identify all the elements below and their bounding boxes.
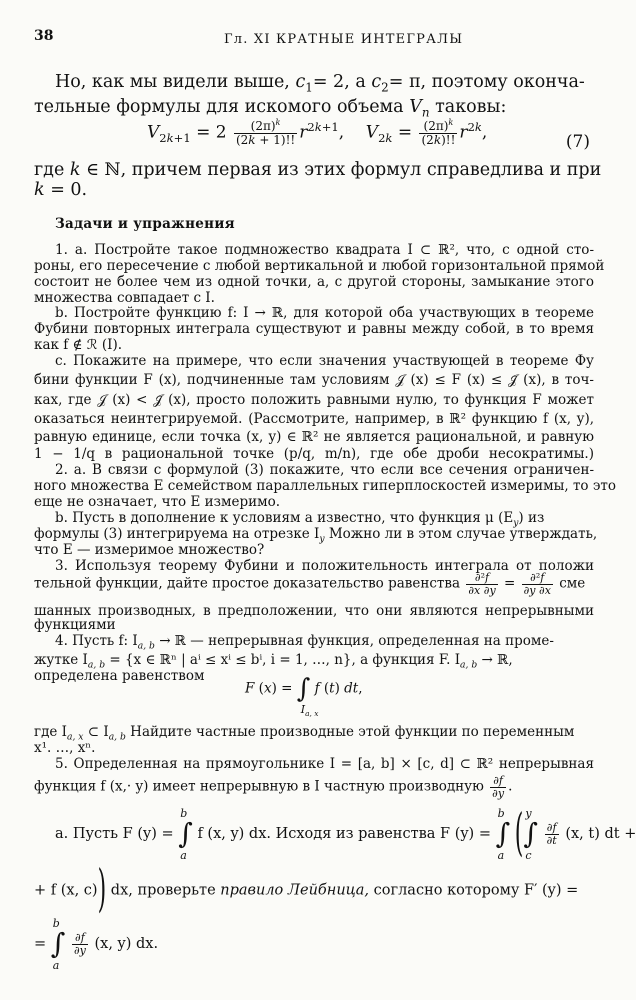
p2b-text-a: b. Пусть в дополнение к условиям а известно, что функция μ (E	[55, 510, 514, 526]
p5-line-1: 5. Определенная на прямоугольнике I = [a, b] × [c, d] ⊂ ℝ² непрерывная	[55, 756, 594, 772]
intro-text-b: тельные формулы для искомого объема	[34, 97, 404, 117]
p1b-line-2: Фубини повторных интеграла существуют и равны между собой, в то время	[34, 321, 594, 337]
p5-line-2: функция f (x,· y) имеет непрерывную в I частную производную $\frac{\partial f}{\partial y}$ .	[34, 774, 513, 800]
p2a-line-2: ного множества E семейством параллельных гиперплоскостей измеримы, то это	[34, 478, 617, 494]
p5-text-a: функция f (x,· y) имеет непрерывную в I частную производную	[34, 778, 484, 795]
after-eq-text-c: = 0.	[50, 180, 88, 200]
p4-line-1: 4. Пусть f: $I_{a, b}$ → ℝ — непрерывная функция, определенная на проме-	[55, 633, 554, 652]
p5-text-d: (x, t) dt +	[565, 826, 636, 842]
c1-value: = 2, а	[312, 72, 366, 92]
p3-line-3: шанных производных, в предположении, что они являются непрерывными	[34, 603, 594, 619]
p4-text-h: Найдите частные производные этой функции по переменным	[125, 724, 575, 740]
p4-text-a: 4. Пусть f: I	[55, 633, 138, 649]
intro-line-1: Но, как мы видели выше, $c_1= 2$, а $c_2= \pi$, поэтому оконча-	[55, 72, 585, 95]
p2a-line-1: 2. а. В связи с формулой (3) покажите, что если все сечения ограничен-	[55, 462, 594, 478]
p4-line-2: жутке $I_{a, b} = \{x$ ∈ ℝⁿ | aⁱ ≤ xⁱ ≤ bⁱ, i = 1, …, n}, а функция F. $I_{a, b}$ → ℝ,	[34, 652, 513, 671]
p3-line-1: 3. Используя теорему Фубини и положительность интеграла от положи	[55, 558, 594, 574]
after-eq-text-a: где	[34, 160, 65, 180]
page-number: 38	[34, 28, 54, 44]
p4-line-3: определена равенством	[34, 668, 205, 684]
after-eq-text-b: ∈ ℕ, причем первая из этих формул справедлива и при	[86, 160, 602, 180]
p5-text-f: dx, проверьте	[110, 882, 216, 899]
section-heading: Задачи и упражнения	[55, 216, 235, 232]
p1a-line-2: роны, его пересечение с любой вертикальной и любой горизонтальной прямой	[34, 258, 605, 274]
intro-line-2: тельные формулы для искомого объема $V_n$ таковы:	[34, 97, 507, 120]
p5-line-4: + f (x, c)) dx, проверьте правило Лейбница, согласно которому F′ (y) =	[34, 861, 579, 920]
intro-text-a: Но, как мы видели выше,	[55, 72, 290, 92]
equation-7-number: (7)	[565, 132, 590, 152]
p5-text-g: согласно которому F′ (y) =	[373, 882, 579, 899]
p1c-line-3: ках, где 𝒥 (x) < 𝒥̄ (x), просто положить равными нулю, то функция F может	[34, 392, 594, 408]
p2b-text-c: формулы (3) интегрируема на отрезке I	[34, 526, 320, 542]
p1c-line-2: бини функции F (x), подчиненные там условиям 𝒥 (x) ≤ F (x) ≤ 𝒥̄ (x), в точ-	[34, 372, 594, 388]
p4-text-c: жутке I	[34, 652, 88, 668]
p1b-line-3: как f ∉ ℛ (I).	[34, 337, 123, 353]
c2-value: = π, поэтому оконча-	[388, 72, 585, 92]
p1a-line-3: состоит не более чем из одной точки, а, с другой стороны, замыкание этого	[34, 274, 594, 290]
p5-text-c: f (x, y) dx. Исходя из равенства F (y) =	[197, 826, 491, 842]
p3-line-2: тельной функции, дайте простое доказательство равенства $\frac{\text{∂²f}}{\partial x \partial y}$ = $\frac{\text{∂²f}}{\partial y \partial x}$ сме	[34, 571, 586, 597]
intro-text-c: таковы:	[435, 97, 507, 117]
p1c-line-5: равную единице, если точка (x, y) ∈ ℝ² не является рациональной, и равную	[34, 429, 594, 445]
p1c-line-6: 1 − 1/q в рациональной точке (p/q, m/n), где обе дроби несократимы.)	[34, 446, 594, 462]
p1c-line-4: оказаться неинтегрируемой. (Рассмотрите, например, в ℝ² функцию f (x, y),	[34, 411, 594, 427]
after-eq-line-2: k = 0.	[34, 180, 88, 200]
p2b-line-3: что E — измеримое множество?	[34, 542, 265, 558]
p5-text-b: а. Пусть F (y) =	[55, 826, 174, 842]
p4-text-b: → ℝ — непрерывная функция, определенная на проме-	[154, 633, 554, 649]
equation-7-body: $V_{2k+1} = 2$ $\frac{(2\pi)^k}{(2k + 1)!!}$ $r^{2k+1}$, $V_{2k}$ = $\frac{(2\pi)^k}{(2k)!!}$ $r^{2k}$,	[147, 117, 488, 147]
p3-text-a: тельной функции, дайте простое доказательство равенства	[34, 575, 461, 592]
p4-text-e: → ℝ,	[477, 652, 513, 668]
p4-line-4: где $I_{a, x}$ ⊂ $I_{a, b}$ Найдите частные производные этой функции по переменным	[34, 724, 575, 743]
p5-text-h: (x, y) dx.	[94, 936, 159, 952]
p5-leibniz-rule: правило Лейбница,	[220, 882, 370, 899]
p4-formula: F (x) = ∫ $I_{a, x}$ f (t) dt,	[245, 674, 363, 719]
p1b-line-1: b. Постройте функцию f: I → ℝ, для которой оба участвующих в теореме	[55, 305, 594, 321]
p2b-text-d: Можно ли в этом случае утверждать,	[324, 526, 598, 542]
p2b-line-1: b. Пусть в дополнение к условиям а известно, что функция μ $(E_y)$ из	[55, 510, 545, 529]
p4-text-d: = {x ∈ ℝⁿ | aⁱ ≤ xⁱ ≤ bⁱ, i = 1, …, n}, а функция F. I	[105, 652, 461, 668]
p1c-line-1: c. Покажите на примере, что если значения участвующей в теореме Фу	[55, 353, 594, 369]
p1a-line-1: 1. а. Постройте такое подмножество квадрата I ⊂ ℝ², что, с одной сто-	[55, 242, 594, 258]
p5-text-e: + f (x, c)	[34, 882, 98, 899]
p1a-line-4: множества совпадает с I.	[34, 290, 215, 306]
p4-line-5: x¹. …, xⁿ.	[34, 740, 96, 756]
p4-text-g: ⊂ I	[83, 724, 109, 740]
running-head: Гл. XI КРАТНЫЕ ИНТЕГРАЛЫ	[224, 32, 464, 47]
p3-line-4: функциями	[34, 617, 116, 633]
p5-line-5: = ∫ b a $\frac{\partial f}{\partial y}$ (x, y) dx.	[34, 917, 159, 972]
p4-text-f: где I	[34, 724, 67, 740]
p3-text-b: сме	[559, 575, 586, 592]
p2a-line-3: еще не означает, что E измеримо.	[34, 494, 281, 510]
p2b-line-2: формулы (3) интегрируема на отрезке $I_y$ Можно ли в этом случае утверждать,	[34, 526, 598, 545]
p2b-text-b: ) из	[518, 510, 545, 526]
after-eq-line-1: где k ∈ ℕ, причем первая из этих формул справедлива и при	[34, 160, 602, 180]
p5-line-3: а. Пусть F (y) = ∫ b a f (x, y) dx. Исходя из равенства F (y) = ∫ b a (∫ y c $\frac{\partial f}{\partial t}$ (x, t) dt +	[55, 805, 636, 863]
